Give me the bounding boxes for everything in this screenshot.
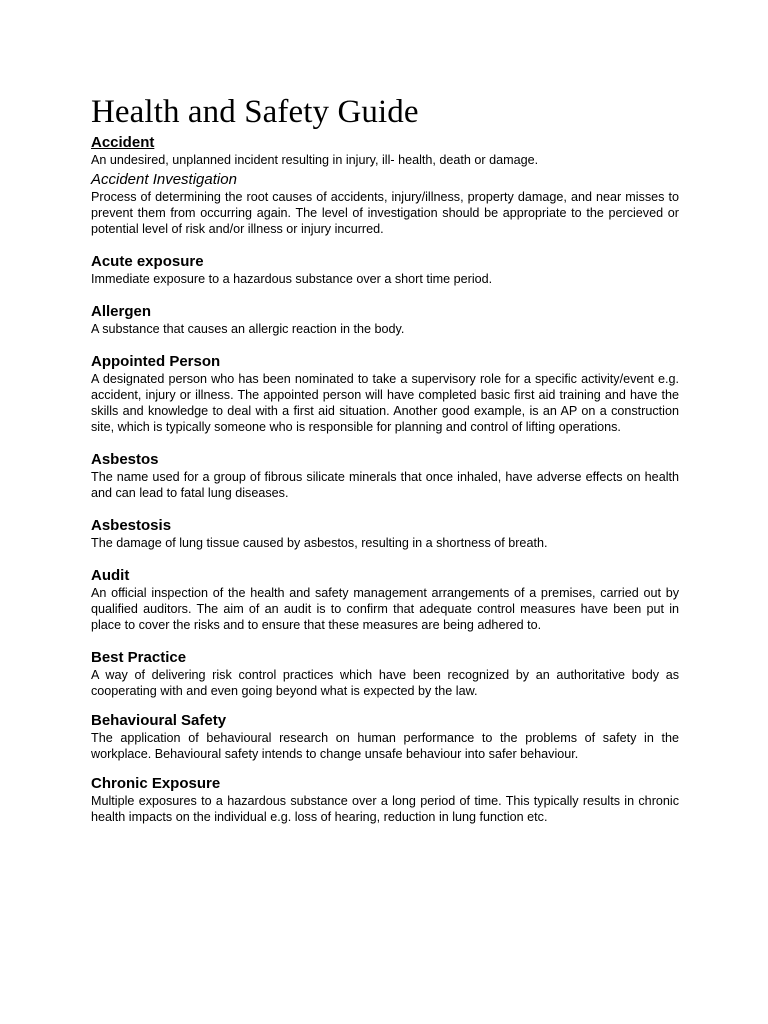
term-definition: The name used for a group of fibrous silicate minerals that once inhaled, have adverse effects on health and can lead to fatal lung diseases. [91, 470, 679, 500]
entry-acute-exposure [91, 253, 679, 287]
document-page [91, 92, 679, 825]
term-heading: Asbestosis [91, 517, 172, 534]
entry-asbestos [91, 451, 679, 501]
term-heading: Allergen [91, 303, 152, 320]
entry-asbestosis [91, 517, 679, 551]
term-definition: A way of delivering risk control practices which have been recognized by an authoritative body as cooperating with and even going beyond what is expected by the law. [91, 668, 679, 698]
document-title: Health and Safety Guide [91, 94, 419, 130]
entry-best-practice [91, 649, 679, 699]
entry-chronic-exposure [91, 775, 679, 825]
term-heading: Asbestos [91, 451, 159, 468]
entry-allergen [91, 303, 679, 337]
term-heading: Acute exposure [91, 253, 204, 270]
entry-behavioural-safety [91, 712, 679, 762]
term-definition: An undesired, unplanned incident resulting in injury, ill- health, death or damage. [91, 153, 539, 167]
term-definition: A designated person who has been nominated to take a supervisory role for a specific activity/event e.g. accident, injury or illness. The appointed person will have completed basic first aid training and have the skills and knowledge to deal with a first aid situation. Another good example, is an AP on a construction site, which is typically someone who is responsible for planning and control of lifting operations. [91, 372, 679, 434]
term-definition: Immediate exposure to a hazardous substance over a short time period. [91, 272, 493, 286]
term-heading: Appointed Person [91, 353, 221, 370]
term-heading: Behavioural Safety [91, 712, 227, 729]
entry-appointed-person [91, 353, 679, 435]
entry-accident [91, 134, 679, 168]
term-definition: Process of determining the root causes of accidents, injury/illness, property damage, and near misses to prevent them from occurring again. The level of investigation should be appropriate to the percieved or potential level of risk and/or illness or injury incurred. [91, 190, 679, 236]
subterm-heading: Accident Investigation [91, 171, 237, 188]
term-heading: Best Practice [91, 649, 187, 666]
term-heading: Accident [91, 134, 155, 151]
entry-accident-investigation [91, 171, 679, 237]
term-definition: A substance that causes an allergic reaction in the body. [91, 322, 405, 336]
entry-audit [91, 567, 679, 633]
term-definition: The application of behavioural research on human performance to the problems of safety in the workplace. Behavioural safety intends to change unsafe behaviour into safer behaviour. [91, 731, 679, 761]
term-heading: Chronic Exposure [91, 775, 221, 792]
term-heading: Audit [91, 567, 130, 584]
term-definition: The damage of lung tissue caused by asbestos, resulting in a shortness of breath. [91, 536, 548, 550]
term-definition: Multiple exposures to a hazardous substance over a long period of time. This typically results in chronic health impacts on the individual e.g. loss of hearing, reduction in lung function etc. [91, 794, 679, 824]
term-definition: An official inspection of the health and safety management arrangements of a premises, carried out by qualified auditors. The aim of an audit is to confirm that adequate control measures have been put in place to cover the risks and to ensure that these measures are being adhered to. [91, 586, 679, 632]
